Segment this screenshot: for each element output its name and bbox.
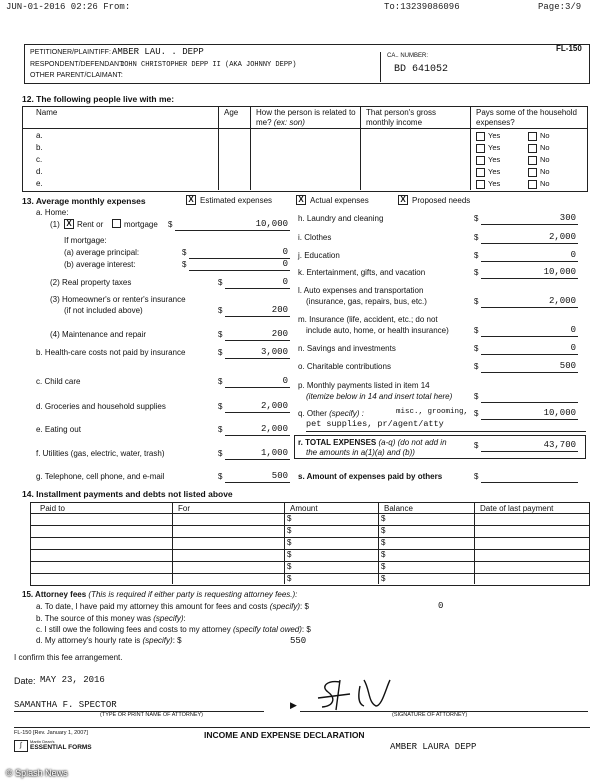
charity-dollar-sign: $	[474, 362, 479, 371]
date-label: Date:	[14, 676, 36, 686]
utilities-dollar-sign: $	[218, 449, 223, 458]
mortgage-checkbox[interactable]	[112, 219, 121, 228]
household-yes-checkbox[interactable]	[476, 156, 485, 165]
eating-out-amount-line	[225, 435, 290, 436]
debts-balance-dollar: $	[381, 526, 386, 535]
debts-header: Balance	[384, 504, 413, 513]
phone-amount-line	[225, 482, 290, 483]
proposed-checkbox[interactable]: X	[398, 195, 408, 205]
health-label: b. Health-care costs not paid by insurance	[36, 348, 186, 357]
insurance-amount[interactable]: 200	[271, 305, 288, 315]
petitioner-value: AMBER LAU. . DEPP	[112, 47, 204, 57]
debts-header: For	[178, 504, 190, 513]
rent-checkbox[interactable]: X	[64, 219, 74, 229]
groceries-amount-line	[225, 412, 290, 413]
total-dollar-sign: $	[474, 441, 479, 450]
utilities-amount-line	[225, 459, 290, 460]
footer-title: INCOME AND EXPENSE DECLARATION	[204, 730, 365, 740]
household-no-label: No	[540, 143, 550, 152]
principal-dollar-sign: $	[182, 248, 187, 257]
debts-row-line	[30, 549, 589, 550]
household-no-label: No	[540, 167, 550, 176]
total-amount-line	[481, 451, 578, 452]
charity-label: o. Charitable contributions	[298, 362, 391, 371]
monthly-payments-dollar-sign: $	[474, 392, 479, 401]
phone-dollar-sign: $	[218, 472, 223, 481]
rent-prefix: (1)	[50, 220, 60, 229]
property-tax-amount-line	[225, 288, 290, 289]
others-paid-label: s. Amount of expenses paid by others	[298, 472, 443, 481]
interest-amount-line	[189, 270, 290, 271]
header-name: Name	[36, 108, 58, 117]
case-number-label: CA.. NUMBER:	[387, 53, 429, 59]
laundry-amount-line	[481, 224, 578, 225]
rent-label: Rent or	[77, 220, 104, 229]
fees-paid-line: a. To date, I have paid my attorney this amount for fees and costs (specify): $	[36, 602, 309, 611]
debts-row-line	[30, 561, 589, 562]
section12-title: 12. The following people live with me:	[22, 94, 175, 104]
clothes-dollar-sign: $	[474, 233, 479, 242]
health-dollar-sign: $	[218, 348, 223, 357]
debts-header: Date of last payment	[480, 504, 554, 513]
property-tax-dollar-sign: $	[218, 278, 223, 287]
debts-amount-dollar: $	[287, 550, 292, 559]
life-insurance-label-2: include auto, home, or health insurance)	[306, 326, 449, 335]
insurance-label-1: (3) Homeowner's or renter's insurance	[50, 295, 186, 304]
property-tax-label: (2) Real property taxes	[50, 278, 132, 287]
laundry-amount[interactable]: 300	[559, 213, 576, 223]
other-label: q. Other (specify) :	[298, 409, 364, 418]
savings-label: n. Savings and investments	[298, 344, 396, 353]
savings-amount-line	[481, 354, 578, 355]
education-amount-line	[481, 261, 578, 262]
clothes-label: i. Clothes	[298, 233, 332, 242]
entertainment-amount-line	[481, 278, 578, 279]
household-yes-label: Yes	[488, 167, 501, 176]
fax-date: JUN-01-2016 02:26 From:	[6, 2, 131, 12]
actual-checkbox[interactable]: X	[296, 195, 306, 205]
household-row-letter: a.	[36, 131, 43, 140]
section13-title: 13. Average monthly expenses	[22, 196, 146, 206]
debts-row-line	[30, 573, 589, 574]
life-insurance-label-1: m. Insurance (life, accident, etc.; do not	[298, 315, 438, 324]
child-care-dollar-sign: $	[218, 377, 223, 386]
auto-amount-line	[481, 307, 578, 308]
footer-rev: FL-150 [Rev. January 1, 2007]	[14, 730, 88, 736]
household-row-letter: b.	[36, 143, 43, 152]
education-amount[interactable]: 0	[570, 250, 576, 260]
maintenance-dollar-sign: $	[218, 330, 223, 339]
household-yes-label: Yes	[488, 155, 501, 164]
footer-brand: ESSENTIAL FORMS	[30, 744, 92, 751]
other-line-1: misc., grooming,	[396, 408, 469, 416]
footer-name: AMBER LAURA DEPP	[390, 742, 477, 752]
debts-amount-dollar: $	[287, 526, 292, 535]
header-age: Age	[224, 108, 239, 117]
debts-row-line	[30, 513, 589, 514]
total-hint: the amounts in a(1)(a) and (b))	[306, 448, 415, 457]
debts-row-line	[30, 525, 589, 526]
header-pays: Pays some of the household expenses?	[476, 108, 577, 127]
household-no-label: No	[540, 179, 550, 188]
signature-caption: (SIGNATURE OF ATTORNEY)	[392, 712, 468, 718]
debts-balance-dollar: $	[381, 550, 386, 559]
laundry-label: h. Laundry and cleaning	[298, 214, 384, 223]
monthly-payments-amount-line	[481, 402, 578, 403]
charity-amount[interactable]: 500	[559, 361, 576, 371]
insurance-label-2: (if not included above)	[64, 306, 143, 315]
debts-balance-dollar: $	[381, 514, 386, 523]
phone-amount[interactable]: 500	[271, 471, 288, 481]
interest-dollar-sign: $	[182, 260, 187, 269]
child-care-label: c. Child care	[36, 377, 81, 386]
maintenance-amount[interactable]: 200	[271, 329, 288, 339]
debts-amount-dollar: $	[287, 538, 292, 547]
monthly-payments-label-1: p. Monthly payments listed in item 14	[298, 381, 430, 390]
debts-header: Amount	[290, 504, 318, 513]
section15-title: 15. Attorney fees (This is required if either party is requesting attorney fees.):	[22, 590, 298, 599]
household-row-letter: e.	[36, 179, 43, 188]
fax-to: To:13239086096	[384, 2, 460, 12]
auto-dollar-sign: $	[474, 297, 479, 306]
insurance-dollar-sign: $	[218, 306, 223, 315]
household-no-checkbox[interactable]	[528, 132, 537, 141]
child-care-amount-line	[225, 387, 290, 388]
utilities-amount[interactable]: 1,000	[260, 448, 288, 458]
hourly-rate-line: d. My attorney's hourly rate is (specify): $	[36, 636, 182, 645]
header-income: That person's gross monthly income	[366, 108, 437, 127]
health-amount[interactable]: 3,000	[260, 347, 288, 357]
household-no-checkbox[interactable]	[528, 156, 537, 165]
actual-label: Actual expenses	[310, 196, 369, 205]
maintenance-label: (4) Maintenance and repair	[50, 330, 147, 339]
child-care-amount[interactable]: 0	[282, 376, 288, 386]
other-parent-label: OTHER PARENT/CLAIMANT:	[30, 72, 123, 79]
phone-label: g. Telephone, cell phone, and e-mail	[36, 472, 165, 481]
household-no-checkbox[interactable]	[528, 180, 537, 189]
life-insurance-dollar-sign: $	[474, 326, 479, 335]
education-label: j. Education	[298, 251, 340, 260]
estimated-label: Estimated expenses	[200, 196, 273, 205]
confirm-text: I confirm this fee arrangement.	[14, 653, 123, 662]
footer-brand-small: Martin Dean's	[30, 739, 55, 744]
household-yes-label: Yes	[488, 143, 501, 152]
total-label: r. TOTAL EXPENSES (a-q) (do not add in	[298, 438, 447, 447]
respondent-value: JOHN CHRISTOPHER DEPP II (AKA JOHNNY DEPP)	[120, 61, 297, 69]
entertainment-amount[interactable]: 10,000	[543, 267, 576, 277]
household-no-label: No	[540, 131, 550, 140]
household-no-checkbox[interactable]	[528, 168, 537, 177]
other-amount-line	[481, 419, 578, 420]
signature-arrow-icon: ▶	[290, 700, 297, 710]
auto-label-2: (insurance, gas, repairs, bus, etc.)	[306, 297, 427, 306]
household-no-label: No	[540, 155, 550, 164]
section14-title: 14. Installment payments and debts not listed above	[22, 489, 233, 499]
maintenance-amount-line	[225, 340, 290, 341]
property-tax-amount[interactable]: 0	[282, 277, 288, 287]
rent-dollar-sign: $	[168, 220, 173, 229]
household-yes-checkbox[interactable]	[476, 132, 485, 141]
debts-amount-dollar: $	[287, 514, 292, 523]
rent-amount[interactable]: 10,000	[255, 219, 288, 229]
education-dollar-sign: $	[474, 251, 479, 260]
household-no-checkbox[interactable]	[528, 144, 537, 153]
principal-amount[interactable]: 0	[282, 247, 288, 257]
fees-paid-value: 0	[438, 601, 444, 611]
essential-forms-logo: ∫	[14, 740, 28, 752]
utilities-label: f. Utilities (gas, electric, water, trash)	[36, 449, 165, 458]
auto-label-1: l. Auto expenses and transportation	[298, 286, 424, 295]
hourly-rate-value: 550	[290, 636, 307, 646]
debts-row-line	[30, 537, 589, 538]
household-yes-checkbox[interactable]	[476, 144, 485, 153]
debts-amount-dollar: $	[287, 562, 292, 571]
eating-out-label: e. Eating out	[36, 425, 81, 434]
household-yes-label: Yes	[488, 131, 501, 140]
case-number-value: BD 641052	[394, 64, 449, 75]
total-amount[interactable]: 43,700	[543, 440, 576, 450]
form-id: FL-150	[556, 44, 582, 53]
clothes-amount-line	[481, 243, 578, 244]
estimated-checkbox[interactable]: X	[186, 195, 196, 205]
attorney-name-caption: (TYPE OR PRINT NAME OF ATTORNEY)	[100, 712, 203, 718]
date-value: MAY 23, 2016	[40, 675, 105, 685]
rent-amount-line	[175, 230, 290, 231]
savings-dollar-sign: $	[474, 344, 479, 353]
household-yes-checkbox[interactable]	[476, 168, 485, 177]
debts-balance-dollar: $	[381, 574, 386, 583]
header-relation: How the person is related to me? (ex: son)	[256, 108, 356, 127]
other-amount[interactable]: 10,000	[543, 408, 576, 418]
household-yes-checkbox[interactable]	[476, 180, 485, 189]
entertainment-label: k. Entertainment, gifts, and vacation	[298, 268, 426, 277]
insurance-amount-line	[225, 316, 290, 317]
laundry-dollar-sign: $	[474, 214, 479, 223]
other-line-2: pet supplies, pr/agent/atty	[306, 419, 444, 429]
petitioner-label: PETITIONER/PLAINTIFF:	[30, 49, 111, 56]
monthly-payments-label-2: (itemize below in 14 and insert total here)	[306, 392, 453, 401]
home-label: a. Home:	[36, 208, 69, 217]
proposed-label: Proposed needs	[412, 196, 471, 205]
debts-balance-dollar: $	[381, 562, 386, 571]
auto-amount[interactable]: 2,000	[548, 296, 576, 306]
other-dollar-sign: $	[474, 409, 479, 418]
debts-amount-dollar: $	[287, 574, 292, 583]
household-row-letter: d.	[36, 167, 43, 176]
interest-amount[interactable]: 0	[282, 259, 288, 269]
others-paid-amount-line	[481, 482, 578, 483]
clothes-amount[interactable]: 2,000	[548, 232, 576, 242]
groceries-label: d. Groceries and household supplies	[36, 402, 166, 411]
debts-header: Paid to	[40, 504, 65, 513]
groceries-dollar-sign: $	[218, 402, 223, 411]
if-mortgage-label: If mortgage:	[64, 236, 107, 245]
attorney-signature	[306, 676, 416, 714]
fees-source-line: b. The source of this money was (specify):	[36, 614, 186, 623]
charity-amount-line	[481, 372, 578, 373]
health-amount-line	[225, 358, 290, 359]
life-insurance-amount-line	[481, 336, 578, 337]
fax-page: Page:3/9	[538, 2, 582, 12]
entertainment-dollar-sign: $	[474, 268, 479, 277]
fees-owed-line: c. I still owe the following fees and costs to my attorney (specify total owed): $	[36, 625, 311, 634]
watermark: © Splash News	[6, 768, 68, 778]
mortgage-label: mortgage	[124, 220, 158, 229]
groceries-amount[interactable]: 2,000	[260, 401, 288, 411]
eating-out-amount[interactable]: 2,000	[260, 424, 288, 434]
respondent-label: RESPONDENT/DEFENDANT:	[30, 61, 125, 68]
household-yes-label: Yes	[488, 179, 501, 188]
principal-label: (a) average principal:	[64, 248, 140, 257]
household-row-letter: c.	[36, 155, 43, 164]
debts-balance-dollar: $	[381, 538, 386, 547]
savings-amount[interactable]: 0	[570, 343, 576, 353]
life-insurance-amount[interactable]: 0	[570, 325, 576, 335]
interest-label: (b) average interest:	[64, 260, 136, 269]
eating-out-dollar-sign: $	[218, 425, 223, 434]
attorney-name: SAMANTHA F. SPECTOR	[14, 700, 117, 710]
others-paid-dollar-sign: $	[474, 472, 479, 481]
